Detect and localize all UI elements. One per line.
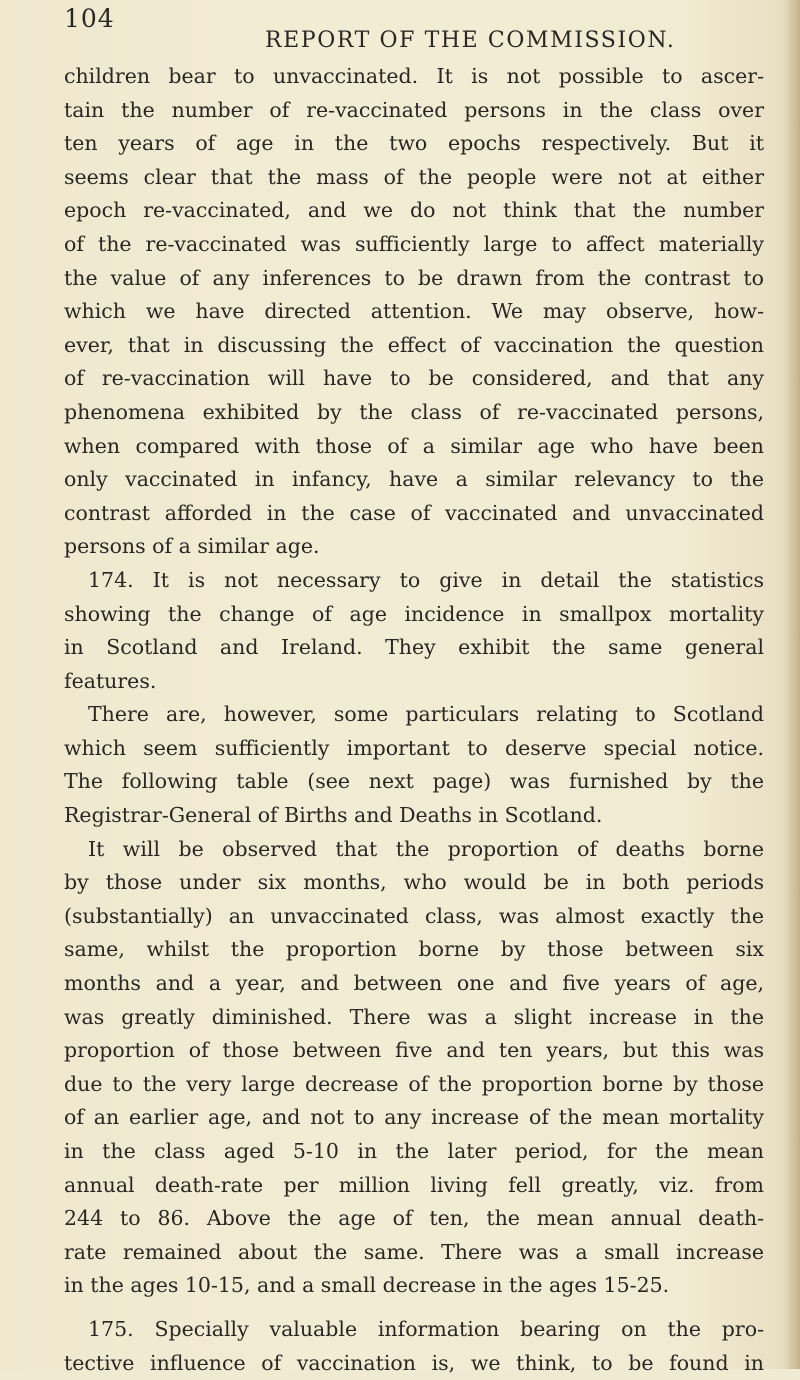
text-line: tain the number of re-vaccinated persons in the class over — [64, 97, 764, 122]
text-line: due to the very large decrease of the proportion borne by those — [64, 1071, 764, 1096]
text-line: annual death-rate per million living fell greatly, viz. from — [64, 1172, 764, 1197]
text-line: in Scotland and Ireland. They exhibit the same general — [64, 635, 764, 660]
text-line: ever, that in discussing the effect of vaccination the question — [64, 332, 764, 357]
page-number: 104 — [64, 4, 115, 33]
text-line: which we have directed attention. We may observe, how- — [64, 299, 764, 324]
text-line: in the class aged 5-10 in the later period, for the mean — [64, 1139, 764, 1163]
text-line: epoch re-vaccinated, and we do not think that the number — [64, 198, 764, 223]
text-line: was greatly diminished. There was a slight increase in the — [64, 1004, 764, 1029]
text-line: tective influence of vaccination is, we think, to be found in — [64, 1350, 764, 1375]
text-line: only vaccinated in infancy, have a similar relevancy to the — [64, 467, 764, 492]
paragraph-gap — [64, 1303, 764, 1313]
text-line: of the re-vaccinated was sufficiently large to affect materially — [64, 231, 764, 256]
text-line: rate remained about the same. There was a small increase — [64, 1239, 764, 1264]
text-line: persons of a similar age. — [64, 534, 320, 559]
text-line: of an earlier age, and not to any increase of the mean mortality — [64, 1105, 764, 1130]
text-line: It will be observed that the proportion of deaths borne — [88, 836, 764, 861]
text-line: children bear to unvaccinated. It is not possible to ascer- — [64, 64, 764, 88]
text-line: There are, however, some particulars relating to Scotland — [88, 702, 764, 727]
text-line: in the ages 10-15, and a small decrease in the ages 15-25. — [64, 1273, 670, 1298]
text-line: features. — [64, 668, 157, 693]
text-line: months and a year, and between one and five years of age, — [64, 971, 764, 996]
text-line: same, whilst the proportion borne by those between six — [64, 937, 764, 962]
text-line: showing the change of age incidence in smallpox mortality — [64, 601, 764, 626]
text-line: The following table (see next page) was furnished by the — [64, 769, 764, 794]
text-line: 244 to 86. Above the age of ten, the mean annual death- — [64, 1206, 764, 1231]
text-line: the value of any inferences to be drawn from the contrast to — [64, 265, 764, 290]
body-text — [64, 60, 764, 1380]
paragraph-174-line: 174. It is not necessary to give in detail the statistics — [88, 567, 764, 592]
text-line: proportion of those between five and ten years, but this was — [64, 1038, 764, 1063]
text-line: phenomena exhibited by the class of re-vaccinated persons, — [64, 399, 764, 424]
running-head: REPORT OF THE COMMISSION. — [265, 28, 676, 53]
text-line: of re-vaccination will have to be considered, and that any — [64, 366, 764, 391]
text-line: Registrar-General of Births and Deaths in Scotland. — [64, 803, 603, 828]
text-line: when compared with those of a similar age who have been — [64, 433, 764, 458]
text-line: which seem sufficiently important to deserve special notice. — [64, 735, 764, 760]
page-edge-shadow — [786, 0, 800, 1369]
text-line: contrast afforded in the case of vaccinated and unvaccinated — [64, 500, 764, 525]
text-line: seems clear that the mass of the people were not at either — [64, 164, 764, 189]
text-line: by those under six months, who would be in both periods — [64, 870, 764, 895]
text-line: ten years of age in the two epochs respectively. But it — [64, 131, 764, 156]
text-line: (substantially) an unvaccinated class, was almost exactly the — [64, 903, 764, 928]
paragraph-175-line: 175. Specially valuable information bearing on the pro- — [88, 1316, 764, 1341]
